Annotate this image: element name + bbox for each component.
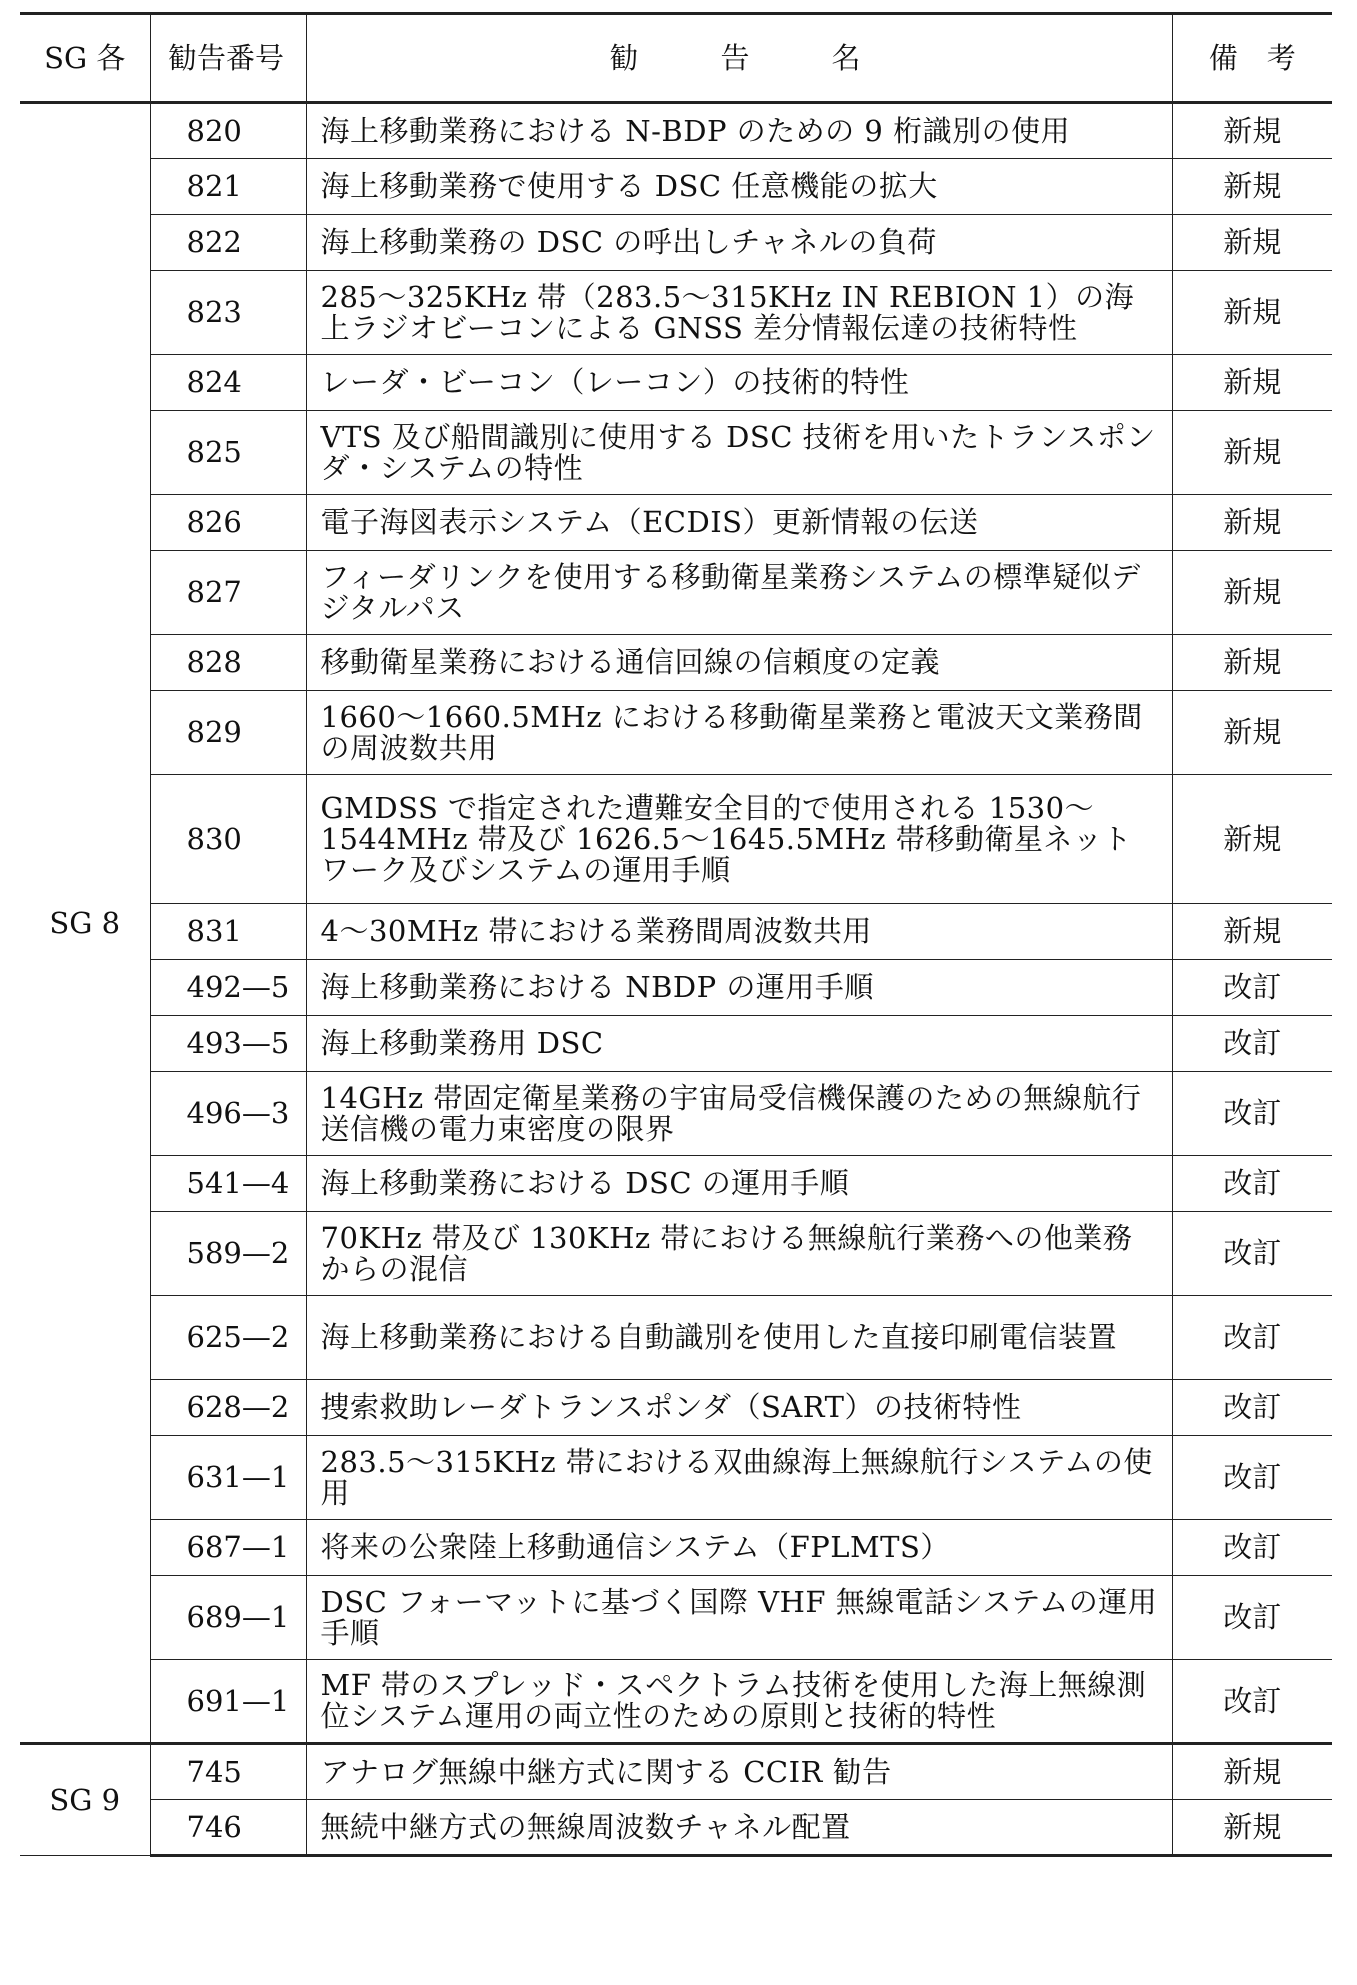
table-row xyxy=(20,411,1332,495)
table-row xyxy=(20,551,1332,635)
rec-number: 829 xyxy=(150,691,306,775)
rec-number: 628—2 xyxy=(150,1380,306,1436)
rec-name: 70KHz 帯及び 130KHz 帯における無線航行業務への他業務からの混信 xyxy=(306,1212,1172,1296)
rec-remark: 改訂 xyxy=(1172,1212,1332,1296)
rec-remark: 新規 xyxy=(1172,551,1332,635)
rec-name: 283.5～315KHz 帯における双曲線海上無線航行システムの使用 xyxy=(306,1436,1172,1520)
rec-remark: 改訂 xyxy=(1172,1660,1332,1744)
table-row xyxy=(20,1016,1332,1072)
rec-number: 691—1 xyxy=(150,1660,306,1744)
header-row xyxy=(20,14,1332,103)
table-row xyxy=(20,1380,1332,1436)
rec-number: 625—2 xyxy=(150,1296,306,1380)
rec-name: GMDSS で指定された遭難安全目的で使用される 1530～1544MHz 帯及び 1626.5～1645.5MHz 帯移動衛星ネットワーク及びシステムの運用手順 xyxy=(306,775,1172,904)
rec-name: 海上移動業務の DSC の呼出しチャネルの負荷 xyxy=(306,215,1172,271)
table-body xyxy=(20,103,1332,1856)
table-row xyxy=(20,1212,1332,1296)
rec-name: 将来の公衆陸上移動通信システム（FPLMTS） xyxy=(306,1520,1172,1576)
table-row xyxy=(20,215,1332,271)
rec-name: 海上移動業務における NBDP の運用手順 xyxy=(306,960,1172,1016)
rec-name: VTS 及び船間識別に使用する DSC 技術を用いたトランスポンダ・システムの特性 xyxy=(306,411,1172,495)
rec-number: 689—1 xyxy=(150,1576,306,1660)
table-row xyxy=(20,1296,1332,1380)
rec-remark: 新規 xyxy=(1172,159,1332,215)
table-row xyxy=(20,1436,1332,1520)
table-row xyxy=(20,159,1332,215)
rec-number: 820 xyxy=(150,103,306,159)
rec-number: 825 xyxy=(150,411,306,495)
table-row xyxy=(20,355,1332,411)
rec-number: 745 xyxy=(150,1744,306,1800)
table-row xyxy=(20,635,1332,691)
rec-remark: 新規 xyxy=(1172,635,1332,691)
rec-remark: 改訂 xyxy=(1172,1156,1332,1212)
header-remarks: 備 考 xyxy=(1172,14,1332,103)
table-row xyxy=(20,691,1332,775)
table-row xyxy=(20,1800,1332,1856)
rec-number: 631—1 xyxy=(150,1436,306,1520)
rec-number: 828 xyxy=(150,635,306,691)
rec-name: 1660～1660.5MHz における移動衛星業務と電波天文業務間の周波数共用 xyxy=(306,691,1172,775)
rec-number: 823 xyxy=(150,271,306,355)
rec-remark: 新規 xyxy=(1172,904,1332,960)
table-row xyxy=(20,904,1332,960)
rec-number: 822 xyxy=(150,215,306,271)
rec-remark: 改訂 xyxy=(1172,960,1332,1016)
rec-remark: 改訂 xyxy=(1172,1380,1332,1436)
rec-number: 589—2 xyxy=(150,1212,306,1296)
rec-number: 831 xyxy=(150,904,306,960)
rec-remark: 新規 xyxy=(1172,103,1332,159)
rec-number: 746 xyxy=(150,1800,306,1856)
rec-remark: 改訂 xyxy=(1172,1436,1332,1520)
rec-number: 496—3 xyxy=(150,1072,306,1156)
table-row xyxy=(20,1156,1332,1212)
rec-number: 827 xyxy=(150,551,306,635)
rec-number: 541—4 xyxy=(150,1156,306,1212)
rec-remark: 新規 xyxy=(1172,411,1332,495)
header-name: 勧 告 名 xyxy=(306,14,1172,103)
rec-remark: 新規 xyxy=(1172,1800,1332,1856)
rec-remark: 改訂 xyxy=(1172,1016,1332,1072)
rec-name: 14GHz 帯固定衛星業務の宇宙局受信機保護のための無線航行送信機の電力束密度の限界 xyxy=(306,1072,1172,1156)
rec-name: 海上移動業務における DSC の運用手順 xyxy=(306,1156,1172,1212)
rec-name: 海上移動業務用 DSC xyxy=(306,1016,1172,1072)
rec-remark: 改訂 xyxy=(1172,1072,1332,1156)
rec-name: フィーダリンクを使用する移動衛星業務システムの標準疑似デジタルパス xyxy=(306,551,1172,635)
table-row xyxy=(20,1520,1332,1576)
table-header xyxy=(20,14,1332,103)
header-sg: SG 各 xyxy=(20,14,150,103)
rec-name: レーダ・ビーコン（レーコン）の技術的特性 xyxy=(306,355,1172,411)
rec-number: 492—5 xyxy=(150,960,306,1016)
rec-remark: 新規 xyxy=(1172,691,1332,775)
rec-remark: 新規 xyxy=(1172,495,1332,551)
rec-name: アナログ無線中継方式に関する CCIR 勧告 xyxy=(306,1744,1172,1800)
table-row xyxy=(20,1576,1332,1660)
rec-name: 移動衛星業務における通信回線の信頼度の定義 xyxy=(306,635,1172,691)
rec-name: MF 帯のスプレッド・スペクトラム技術を使用した海上無線測位システム運用の両立性のための原則と技術的特性 xyxy=(306,1660,1172,1744)
rec-number: 824 xyxy=(150,355,306,411)
rec-name: 海上移動業務における N-BDP のための 9 桁識別の使用 xyxy=(306,103,1172,159)
rec-remark: 新規 xyxy=(1172,215,1332,271)
rec-number: 826 xyxy=(150,495,306,551)
rec-number: 493—5 xyxy=(150,1016,306,1072)
table-row xyxy=(20,271,1332,355)
table-row xyxy=(20,775,1332,904)
rec-name: 電子海図表示システム（ECDIS）更新情報の伝送 xyxy=(306,495,1172,551)
table-row xyxy=(20,103,1332,159)
table-row xyxy=(20,1744,1332,1800)
rec-name: 捜索救助レーダトランスポンダ（SART）の技術特性 xyxy=(306,1380,1172,1436)
table-row xyxy=(20,960,1332,1016)
table-row xyxy=(20,1660,1332,1744)
header-number: 勧告番号 xyxy=(150,14,306,103)
rec-remark: 改訂 xyxy=(1172,1576,1332,1660)
rec-remark: 改訂 xyxy=(1172,1520,1332,1576)
rec-remark: 改訂 xyxy=(1172,1296,1332,1380)
rec-remark: 新規 xyxy=(1172,355,1332,411)
table-row xyxy=(20,1072,1332,1156)
rec-number: 687—1 xyxy=(150,1520,306,1576)
table-row xyxy=(20,495,1332,551)
rec-remark: 新規 xyxy=(1172,271,1332,355)
rec-remark: 新規 xyxy=(1172,775,1332,904)
rec-name: 海上移動業務で使用する DSC 任意機能の拡大 xyxy=(306,159,1172,215)
rec-name: 285～325KHz 帯（283.5～315KHz IN REBION 1）の海上ラジオビーコンによる GNSS 差分情報伝達の技術特性 xyxy=(306,271,1172,355)
rec-name: DSC フォーマットに基づく国際 VHF 無線電話システムの運用手順 xyxy=(306,1576,1172,1660)
rec-remark: 新規 xyxy=(1172,1744,1332,1800)
rec-name: 無続中継方式の無線周波数チャネル配置 xyxy=(306,1800,1172,1856)
recommendations-table xyxy=(20,12,1332,1857)
rec-name: 4～30MHz 帯における業務間周波数共用 xyxy=(306,904,1172,960)
rec-name: 海上移動業務における自動識別を使用した直接印刷電信装置 xyxy=(306,1296,1172,1380)
sg-group-cell: SG 9 xyxy=(20,1744,150,1856)
rec-number: 821 xyxy=(150,159,306,215)
rec-number: 830 xyxy=(150,775,306,904)
sg-group-cell: SG 8 xyxy=(20,103,150,1744)
